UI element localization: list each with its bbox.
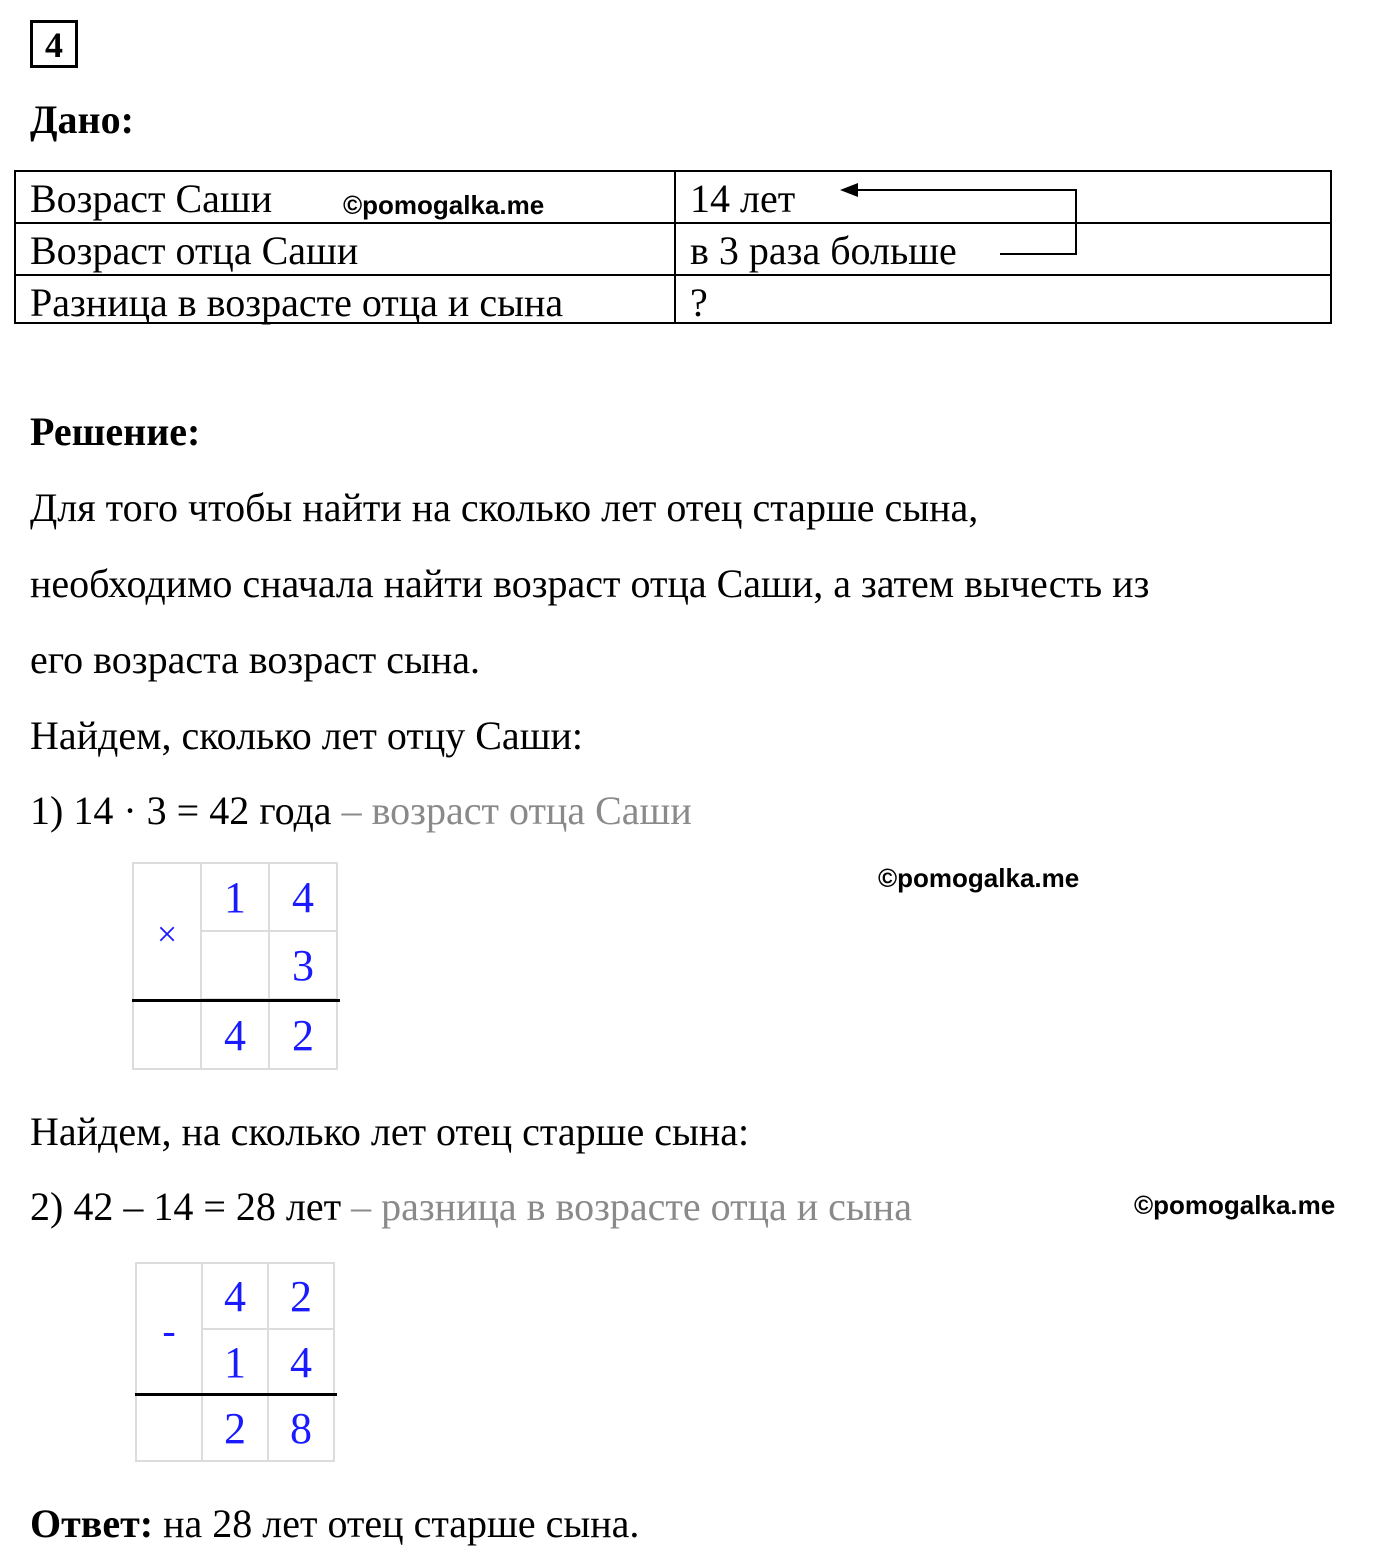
solution-paragraph-line: его возраста возраст сына. — [30, 637, 480, 682]
step2-line — [30, 1183, 912, 1230]
watermark: ©pomogalka.me — [878, 863, 1080, 893]
given-label-difference: Разница в возрасте отца и сына — [30, 280, 564, 325]
solution-heading: Решение: — [30, 409, 201, 454]
step1-expression: 1) 14 · 3 = 42 года — [30, 788, 332, 833]
mult-digit — [200, 930, 270, 1000]
mult-digit: 1 — [200, 862, 270, 932]
relation-arrow-icon — [16, 172, 1334, 326]
solution-paragraph-line: необходимо сначала найти возраст отца Саши, а затем вычесть из — [30, 561, 1150, 606]
given-value-father-age: в 3 раза больше — [690, 228, 957, 273]
mult-result-line — [132, 999, 340, 1002]
sub-digit: 1 — [201, 1328, 269, 1396]
mult-result-digit: 2 — [268, 1000, 338, 1070]
solution-paragraph-line: Для того чтобы найти на сколько лет отец старше сына, — [30, 485, 979, 530]
sub-digit: 4 — [201, 1262, 269, 1330]
minus-sign: - — [135, 1262, 203, 1396]
watermark: ©pomogalka.me — [343, 190, 545, 220]
step1-note: – возраст отца Саши — [341, 788, 692, 833]
step1-line — [30, 787, 692, 834]
step2-note: – разница в возрасте отца и сына — [351, 1184, 912, 1229]
answer-label: Ответ: — [30, 1501, 154, 1546]
mult-digit: 4 — [268, 862, 338, 932]
sub-empty-cell — [135, 1394, 203, 1462]
watermark: ©pomogalka.me — [1134, 1190, 1336, 1220]
sub-result-digit: 2 — [201, 1394, 269, 1462]
mult-empty-cell — [132, 1000, 202, 1070]
given-label-father-age: Возраст отца Саши — [30, 228, 359, 273]
answer-line — [30, 1500, 639, 1547]
step2-intro: Найдем, на сколько лет отец старше сына: — [30, 1109, 750, 1154]
answer-text: на 28 лет отец старше сына. — [153, 1501, 640, 1546]
sub-result-digit: 8 — [267, 1394, 335, 1462]
given-heading: Дано: — [30, 97, 134, 142]
given-value-difference: ? — [690, 280, 708, 325]
given-label-sasha-age: Возраст Саши — [30, 176, 273, 221]
task-number: 4 — [30, 20, 78, 68]
given-table — [14, 170, 1332, 324]
mult-digit: 3 — [268, 930, 338, 1000]
sub-result-line — [135, 1393, 337, 1396]
multiplication-grid — [132, 862, 342, 1072]
multiply-sign: × — [132, 862, 202, 1002]
subtraction-grid — [135, 1262, 339, 1464]
sub-digit: 4 — [267, 1328, 335, 1396]
step1-intro: Найдем, сколько лет отцу Саши: — [30, 713, 584, 758]
step2-expression: 2) 42 – 14 = 28 лет — [30, 1184, 342, 1229]
given-value-sasha-age: 14 лет — [690, 176, 796, 221]
mult-result-digit: 4 — [200, 1000, 270, 1070]
sub-digit: 2 — [267, 1262, 335, 1330]
